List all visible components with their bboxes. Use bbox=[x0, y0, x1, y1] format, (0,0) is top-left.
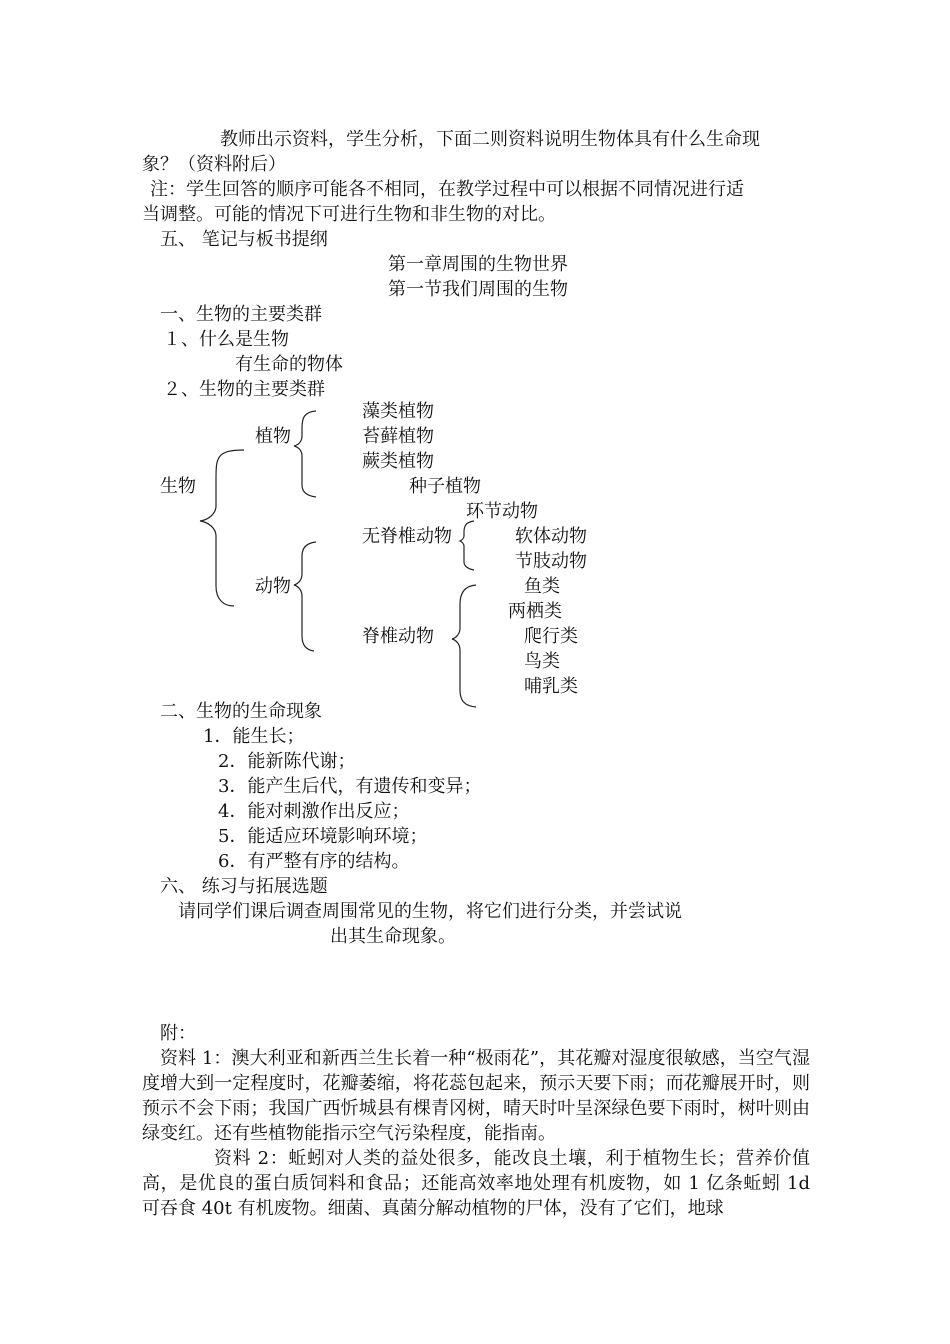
life-phenomenon-item: 6．有严整有序的结构。 bbox=[218, 851, 410, 872]
material-2: 资料 2：蚯蚓对人类的益处很多，能改良土壤，利于植物生长；营养价值高，是优良的蛋白质饲料和食品；还能高效率地处理有机废物，如 1 亿条蚯蚓 1d 可吞食 40t 有机废物。细菌、真菌分解动植物的尸体，没有了它们，地球 bbox=[142, 1148, 810, 1219]
part-1-sub-2: ２、生物的主要类群 bbox=[163, 379, 325, 400]
vertebrate-group-4: 鸟类 bbox=[524, 651, 560, 672]
life-phenomenon-item: 1．能生长； bbox=[203, 726, 305, 747]
section-6-heading: 六、 练习与拓展选题 bbox=[160, 876, 328, 897]
material-1: 资料 1：澳大利亚和新西兰生长着一种“极雨花”，其花瓣对湿度很敏感，当空气湿度增大到一定程度时，花瓣萎缩，将花蕊包起来，预示天要下雨；而花瓣展开时，则预示不会下雨；我国广西忻城县有棵青冈树，晴天时叶呈深绿色要下雨时，树叶则由绿变红。还有些植物能指示空气污染程度，能指南。 bbox=[142, 1048, 810, 1144]
invertebrates-brace bbox=[460, 521, 474, 570]
plants-label: 植物 bbox=[255, 426, 291, 447]
vertebrates-brace bbox=[452, 585, 476, 707]
exercise-line-1: 请同学们课后调查周围常见的生物，将它们进行分类，并尝试说 bbox=[178, 901, 682, 922]
life-phenomenon-item: 3．能产生后代，有遗传和变异； bbox=[218, 776, 482, 797]
vertebrate-group-2: 两栖类 bbox=[508, 601, 562, 622]
vertebrate-group-1: 鱼类 bbox=[524, 576, 560, 597]
plants-brace bbox=[294, 411, 316, 497]
chapter-title: 第一章周围的生物世界 bbox=[388, 254, 568, 275]
note-line-1: 注：学生回答的顺序可能各不相同，在教学过程中可以根据不同情况进行适 bbox=[150, 179, 744, 200]
invertebrate-group-1: 环节动物 bbox=[466, 501, 538, 522]
section-5-heading: 五、 笔记与板书提纲 bbox=[160, 229, 328, 250]
root-brace bbox=[200, 450, 244, 606]
animals-brace bbox=[294, 542, 316, 651]
plant-group-4: 种子植物 bbox=[409, 476, 481, 497]
exercise-line-2: 出其生命现象。 bbox=[330, 926, 456, 947]
intro-line-1: 教师出示资料，学生分析，下面二则资料说明生物体具有什么生命现 bbox=[220, 129, 760, 150]
part-2-heading: 二、生物的生命现象 bbox=[160, 701, 322, 722]
tree-root-label: 生物 bbox=[160, 476, 196, 497]
animals-label: 动物 bbox=[255, 576, 291, 597]
vertebrates-label: 脊椎动物 bbox=[362, 626, 434, 647]
part-1-sub-1-answer: 有生命的物体 bbox=[235, 354, 343, 375]
invertebrate-group-3: 节肢动物 bbox=[515, 551, 587, 572]
intro-line-2: 象？（资料附后） bbox=[142, 154, 286, 175]
part-1-heading: 一、生物的主要类群 bbox=[160, 304, 322, 325]
plant-group-2: 苔藓植物 bbox=[362, 426, 434, 447]
life-phenomenon-item: 4．能对刺激作出反应； bbox=[218, 801, 410, 822]
invertebrates-label: 无脊椎动物 bbox=[362, 526, 452, 547]
part-1-sub-1: １、什么是生物 bbox=[163, 329, 289, 350]
invertebrate-group-2: 软体动物 bbox=[515, 526, 587, 547]
vertebrate-group-5: 哺乳类 bbox=[524, 676, 578, 697]
note-line-2: 当调整。可能的情况下可进行生物和非生物的对比。 bbox=[142, 204, 556, 225]
life-phenomenon-item: 2．能新陈代谢； bbox=[218, 751, 356, 772]
plant-group-1: 藻类植物 bbox=[362, 401, 434, 422]
appendix-label: 附： bbox=[160, 1023, 196, 1044]
plant-group-3: 蕨类植物 bbox=[362, 451, 434, 472]
life-phenomenon-item: 5．能适应环境影响环境； bbox=[218, 826, 428, 847]
section-title: 第一节我们周围的生物 bbox=[388, 279, 568, 300]
vertebrate-group-3: 爬行类 bbox=[524, 626, 578, 647]
